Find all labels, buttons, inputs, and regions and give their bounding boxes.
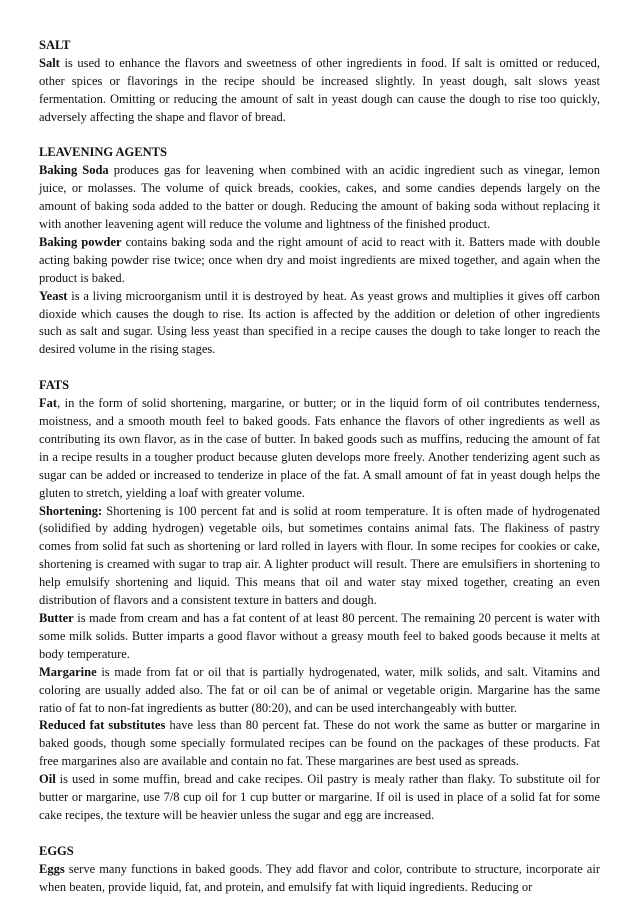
eggs-section [39,843,600,897]
term: Baking Soda [39,163,109,178]
leavening-section [39,144,600,359]
term: Eggs [39,861,65,876]
paragraph [39,664,600,718]
paragraph [39,162,600,234]
section-heading: LEAVENING AGENTS [39,145,167,160]
paragraph-text: have less than 80 percent fat. These do not work the same as butter or margarine in baked goods, though some specially formulated recipes can be found on the packages of these products. Fat free margarines also are available and contain no fat. These margarines are best used as spreads. [39,718,601,769]
term: Oil [39,772,56,787]
paragraph-text: Shortening is 100 percent fat and is solid at room temperature. It is often made of hydrogenated (solidified by adding hydrogen) vegetable oils, but sometimes contains animal fats. The flakiness of pastry comes from solid fat such as shortening or lard rolled in layers with flour. In some recipes for cookies or cake, shortening is creamed with sugar to trap air. A lighter product will result. There are emulsifiers in shortening to help emulsify shortening and liquid. This means that oil and water stay mixed together, creating an even distribution of flavors and a consistent texture in batters and dough. [39,503,600,608]
term: Yeast [39,288,68,303]
section-heading: EGGS [39,843,74,858]
section-heading: SALT [39,38,71,52]
salt-section [39,37,600,127]
paragraph-text: serve many functions in baked goods. They add flavor and color, contribute to structure, incorporate air when beaten, provide liquid, fat, and protein, and emulsify fat with liquid ingredients. Reducing or [39,861,600,894]
spacer [39,825,600,843]
paragraph [39,717,600,771]
paragraph-text: produces gas for leavening when combined with an acidic ingredient such as vinegar, lemon juice, or molasses. The volume of quick breads, cookies, cakes, and some candies depends largely on the amount of baking soda added to the batter or dough. Reducing the amount of baking soda without replacing it with another leavening agent will reduce the volume and lightness of the finished product. [39,163,600,232]
term: Baking powder [39,234,122,249]
paragraph-text: , in the form of solid shortening, margarine, or butter; or in the liquid form of oil contributes tenderness, moistness, and a smooth mouth feel to baked goods. Fats enhance the flavors of other ingredients as well as contributing its own flavor, as in the case of butter. In baked goods such as muffins, reducing the amount of fat in a recipe results in a tougher product because gluten develops more freely. Another tenderizing agent such as sugar can be added or increased to tenderize in place of the fat. A small amount of fat in yeast dough helps the gluten to stretch, yielding a loaf with greater volume. [39,396,600,500]
paragraph [39,395,600,502]
paragraph-text: contains baking soda and the right amount of acid to react with it. Batters made with double acting baking powder rise twice; once when dry and moist ingredients are mixed together, and again when the product is baked. [39,234,600,285]
paragraph [39,861,600,897]
paragraph-text: is used to enhance the flavors and sweetness of other ingredients in food. If salt is omitted or reduced, other spices or flavorings in the recipe should be increased slightly. In yeast dough, salt slows yeast fermentation. Omitting or reducing the amount of salt in yeast dough can cause the dough to rise too quickly, adversely affecting the shape and flavor of bread. [39,55,600,124]
paragraph [39,288,600,360]
term: Margarine [39,664,97,679]
term: Salt [39,55,60,70]
paragraph [39,610,600,664]
paragraph-text: is used in some muffin, bread and cake recipes. Oil pastry is mealy rather than flaky. To substitute oil for butter or margarine, use 7/8 cup oil for 1 cup butter or margarine. If oil is used in place of a solid fat for some cake recipes, the texture will be heavier unless the sugar and egg are increased. [39,772,600,822]
paragraph [39,503,600,610]
term: Fat [39,396,58,411]
paragraph-text: is made from cream and has a fat content of at least 80 percent. The remaining 20 percent is water with some milk solids. Butter imparts a good flavor without a greasy mouth feel to baked goods because it melts at body temperature. [39,610,600,661]
fats-section [39,377,600,825]
spacer [39,359,600,377]
term: Reduced fat substitutes [39,718,166,733]
paragraph [39,771,600,825]
term: Butter [39,610,74,625]
paragraph [39,234,600,288]
section-heading: FATS [39,378,70,393]
paragraph-text: is a living microorganism until it is destroyed by heat. As yeast grows and multiplies it gives off carbon dioxide which causes the dough to rise. Its action is affected by the addition or deletion of other ingredients such as salt and sugar. Using less yeast than specified in a recipe causes the dough to take longer to reach the desired volume in the rising stages. [39,288,600,357]
term: Shortening: [39,503,103,518]
paragraph [39,55,600,127]
spacer [39,127,600,145]
paragraph-text: is made from fat or oil that is partially hydrogenated, water, milk solids, and salt. Vitamins and coloring are usually added also. The fat or oil can be of animal or vegetable origin. Margarine has the same ratio of fat to non-fat ingredients as butter (80:20), and can be used interchangeably with butter. [39,664,600,715]
